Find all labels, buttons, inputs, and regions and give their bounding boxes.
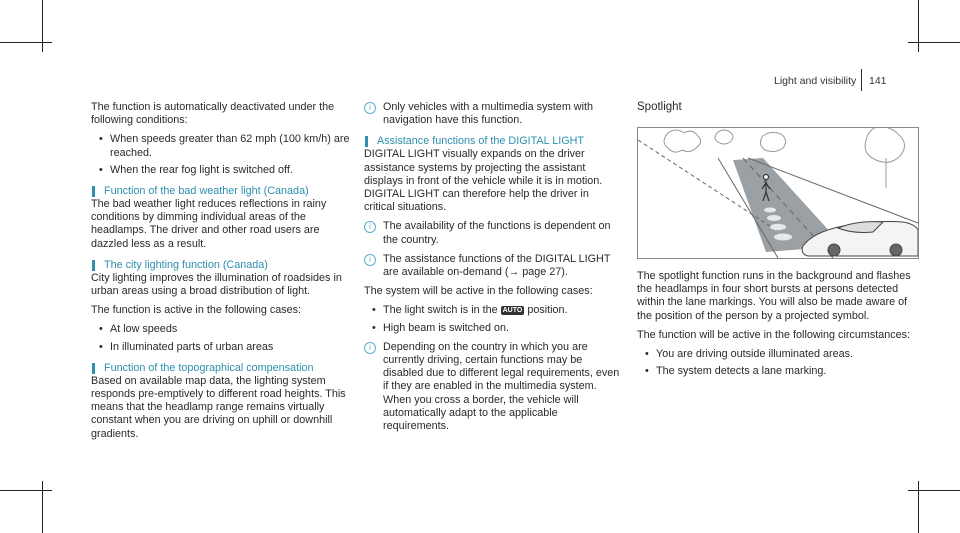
note: i The availability of the functions is dependent on the country. — [364, 220, 622, 246]
list-item: • The light switch is in the AUTO position. — [372, 304, 568, 317]
bullet-icon: • — [372, 321, 376, 334]
spotlight-heading: Spotlight — [637, 101, 682, 113]
body-text: The function is active in the following cases: — [91, 304, 302, 317]
bullet-icon: • — [99, 133, 103, 146]
column-right — [637, 101, 919, 124]
body-text: Based on available map data, the lighting system responds pre-emptively to different road heights. This means that the headlamp range remains virtually constant when you are driving on uphill or downhill gradients. — [91, 374, 346, 440]
body-text: The system will be active in the following cases: — [364, 285, 593, 298]
list-item: • High beam is switched on. — [372, 321, 510, 334]
crop-mark — [908, 490, 960, 491]
bullet-icon: • — [99, 340, 103, 353]
column-right-text — [637, 270, 919, 384]
list-item: • In illuminated parts of urban areas — [99, 340, 274, 353]
body-text: DIGITAL LIGHT visually expands on the driver assistance systems by projecting the assistant displays in front of the vehicle while it is in motion. DIGITAL LIGHT can therefore help the driver in critical situations. — [364, 148, 603, 214]
circumstances-list — [637, 348, 919, 378]
bullet-icon: • — [372, 304, 376, 317]
page-link[interactable]: → page 27). — [508, 266, 568, 279]
section-heading: Function of the topographical compensation — [91, 362, 353, 375]
intro-text: The function is automatically deactivated under the following conditions: — [91, 101, 335, 127]
body-text: City lighting improves the illumination of roadsides in urban areas using a broad distribution of light. — [91, 271, 342, 298]
section-heading: Assistance functions of the DIGITAL LIGHT — [364, 135, 622, 148]
column-left — [91, 101, 353, 447]
info-icon: i — [364, 254, 376, 266]
list-item: • You are driving outside illuminated areas. — [645, 348, 854, 361]
note: i Depending on the country in which you are currently driving, certain functions may be disabled due to different legal requirements, even if they are enabled in the multimedia system. When you cross a border, the vehicle will automatically adapt to the applicable requirements. — [364, 341, 622, 433]
header-divider — [861, 69, 862, 91]
section-marker-icon — [365, 136, 368, 147]
body-text: The function will be active in the following circumstances: — [637, 328, 911, 341]
info-icon: i — [364, 342, 376, 354]
body-text: The spotlight function runs in the background and flashes the headlamps in four short bursts at persons detected within the lane markings. You will also be made aware of the position of the person by a projected symbol. — [637, 270, 911, 322]
spotlight-illustration — [637, 127, 919, 259]
section-heading: The city lighting function (Canada) — [91, 259, 353, 272]
info-icon: i — [364, 221, 376, 233]
arrow-right-icon: → — [508, 266, 520, 279]
list-item: • At low speeds — [99, 323, 178, 336]
crop-mark — [42, 481, 43, 533]
auto-light-icon: AUTO — [502, 307, 523, 315]
intro-list — [91, 133, 353, 177]
section-marker-icon — [92, 260, 95, 271]
running-header — [774, 75, 887, 87]
body-text: The bad weather light reduces reflections in rainy conditions by dimming individual areas of the headlamps. The driver and other road users are dazzled less as a result. — [91, 198, 327, 250]
bullet-icon: • — [645, 365, 649, 378]
crop-mark — [0, 42, 52, 43]
column-middle — [364, 101, 622, 439]
crop-mark — [908, 42, 960, 43]
crop-mark — [42, 0, 43, 52]
crop-mark — [918, 481, 919, 533]
note: i Only vehicles with a multimedia system with navigation have this function. — [364, 101, 622, 127]
note: i The assistance functions of the DIGITAL LIGHT are available on-demand (→ page 27). — [364, 253, 622, 279]
section-heading: Function of the bad weather light (Canada) — [91, 185, 353, 198]
bullet-icon: • — [99, 323, 103, 336]
crop-mark — [0, 490, 52, 491]
section-marker-icon — [92, 363, 95, 374]
cases-list — [364, 304, 622, 334]
info-icon: i — [364, 102, 376, 114]
crop-mark — [918, 0, 919, 52]
page-number: 141 — [869, 75, 887, 87]
list-item: • When the rear fog light is switched off. — [99, 163, 293, 176]
bullet-icon: • — [645, 348, 649, 361]
section-title: Light and visibility — [774, 75, 857, 87]
list-item: • When speeds greater than 62 mph (100 km/h) are reached. — [99, 133, 350, 159]
bullet-icon: • — [99, 163, 103, 176]
list-item: • The system detects a lane marking. — [645, 365, 827, 378]
section-marker-icon — [92, 186, 95, 197]
spotlight-illustration-svg — [638, 128, 918, 258]
city-list — [91, 323, 353, 353]
